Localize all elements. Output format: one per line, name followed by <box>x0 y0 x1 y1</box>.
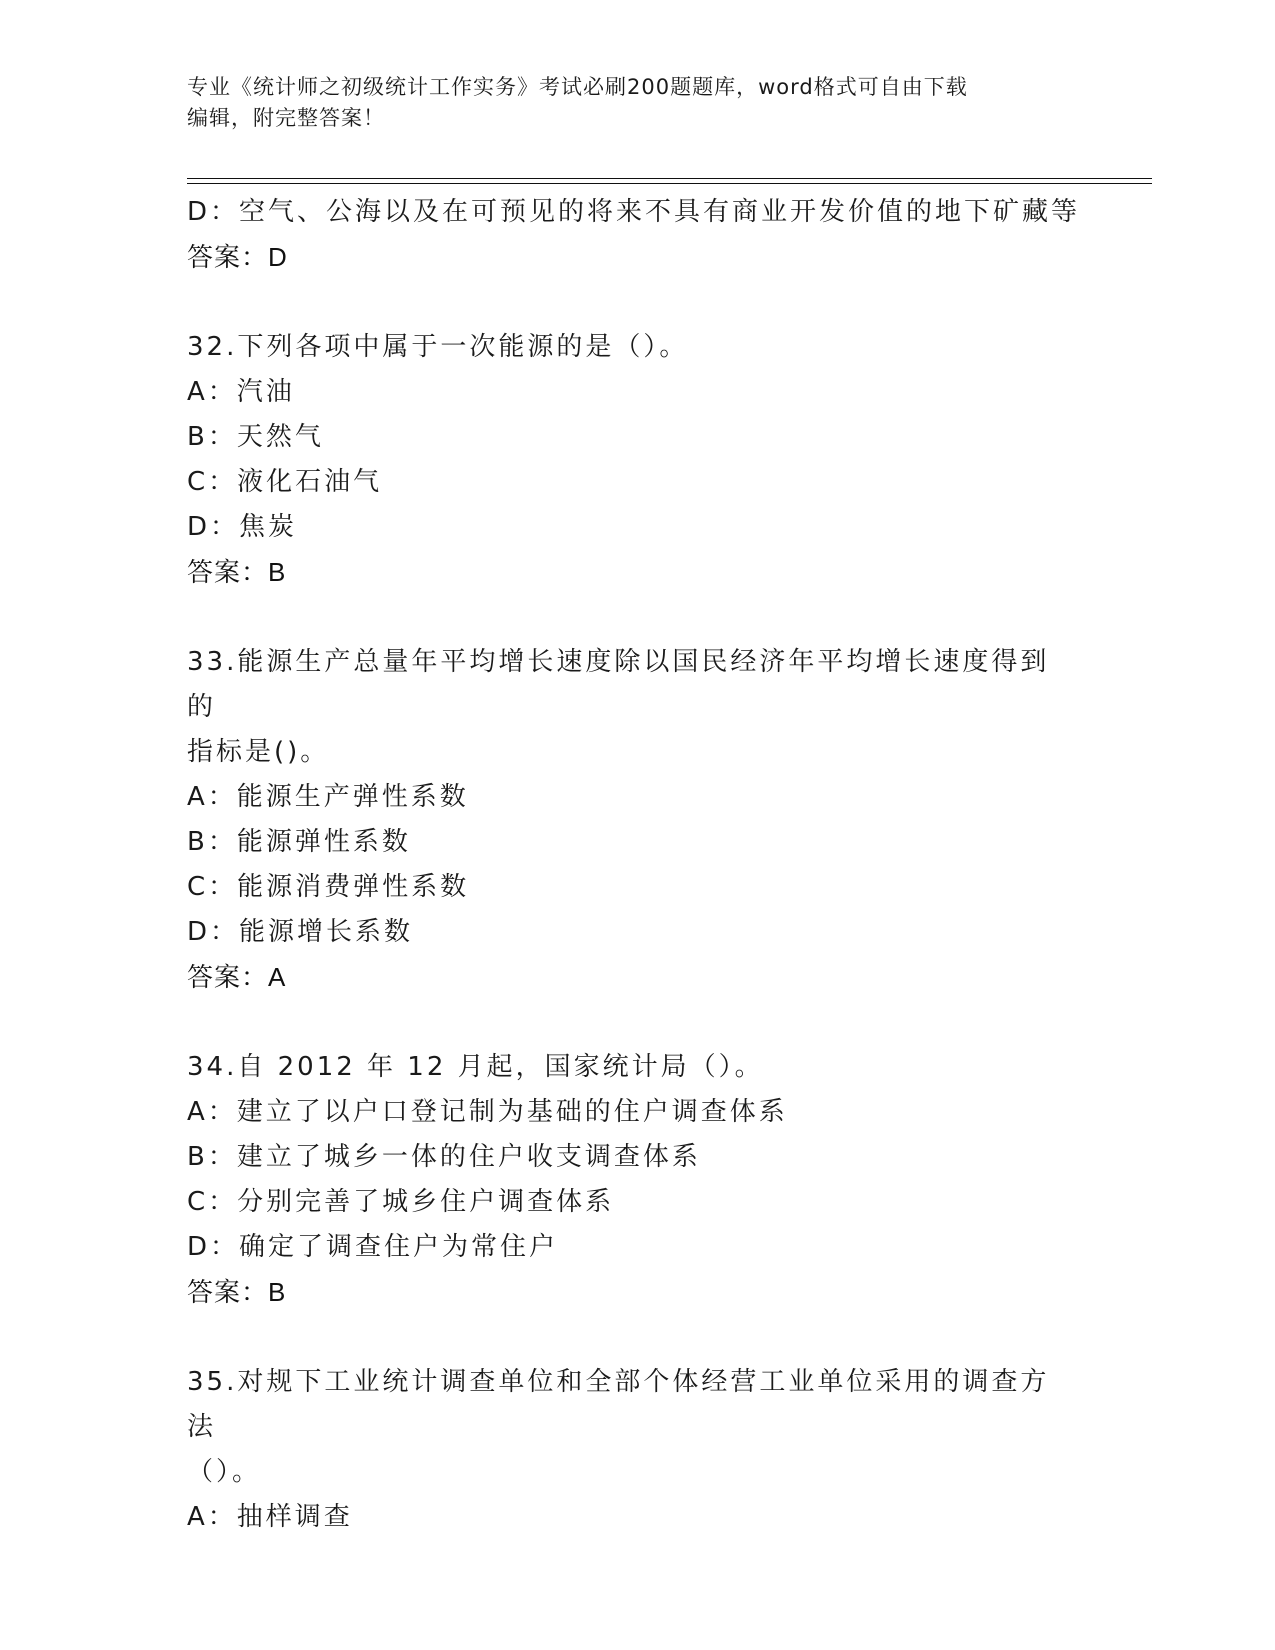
question-stem-continued: 指标是()。 <box>187 737 330 767</box>
option-a: A：建立了以户口登记制为基础的住户调查体系 <box>187 1097 788 1127</box>
option-d: D：能源增长系数 <box>187 917 414 947</box>
option-a: A：能源生产弹性系数 <box>187 782 469 812</box>
spacer <box>187 595 1087 640</box>
prev-option-d: D：空气、公海以及在可预见的将来不具有商业开发价值的地下矿藏等 <box>187 197 1081 227</box>
spacer <box>187 1315 1087 1360</box>
spacer <box>187 1000 1087 1045</box>
option-d: D：焦炭 <box>187 512 298 542</box>
answer: 答案：B <box>187 1277 287 1307</box>
option-b: B：建立了城乡一体的住户收支调查体系 <box>187 1142 701 1172</box>
header-rule-bottom <box>187 183 1152 184</box>
header-line-2: 编辑，附完整答案！ <box>187 106 385 130</box>
header-rule-top <box>187 178 1152 179</box>
option-c: C：分别完善了城乡住户调查体系 <box>187 1187 615 1217</box>
option-d: D：确定了调查住户为常住户 <box>187 1232 559 1262</box>
question-stem: 33.能源生产总量年平均增长速度除以国民经济年平均增长速度得到的 <box>187 647 1050 722</box>
option-a: A：抽样调查 <box>187 1502 353 1532</box>
answer: 答案：B <box>187 557 287 587</box>
question-33 <box>187 640 1087 1000</box>
prev-answer: 答案：D <box>187 242 288 272</box>
question-stem: 35.对规下工业统计调查单位和全部个体经营工业单位采用的调查方法 <box>187 1367 1050 1442</box>
answer: 答案：A <box>187 962 287 992</box>
question-stem: 34.自 2012 年 12 月起，国家统计局（）。 <box>187 1052 764 1082</box>
document-header <box>187 72 1077 134</box>
option-c: C：液化石油气 <box>187 467 383 497</box>
question-32 <box>187 325 1087 595</box>
document-body <box>187 190 1087 1540</box>
header-line-1: 专业《统计师之初级统计工作实务》考试必刷200题题库，word格式可自由下载 <box>187 75 968 99</box>
spacer <box>187 280 1087 325</box>
question-stem-continued: （）。 <box>187 1457 262 1487</box>
option-a: A：汽油 <box>187 377 295 407</box>
option-b: B：天然气 <box>187 422 324 452</box>
question-35 <box>187 1360 1087 1540</box>
option-b: B：能源弹性系数 <box>187 827 411 857</box>
option-c: C：能源消费弹性系数 <box>187 872 470 902</box>
question-34 <box>187 1045 1087 1315</box>
question-stem: 32.下列各项中属于一次能源的是（）。 <box>187 332 689 362</box>
